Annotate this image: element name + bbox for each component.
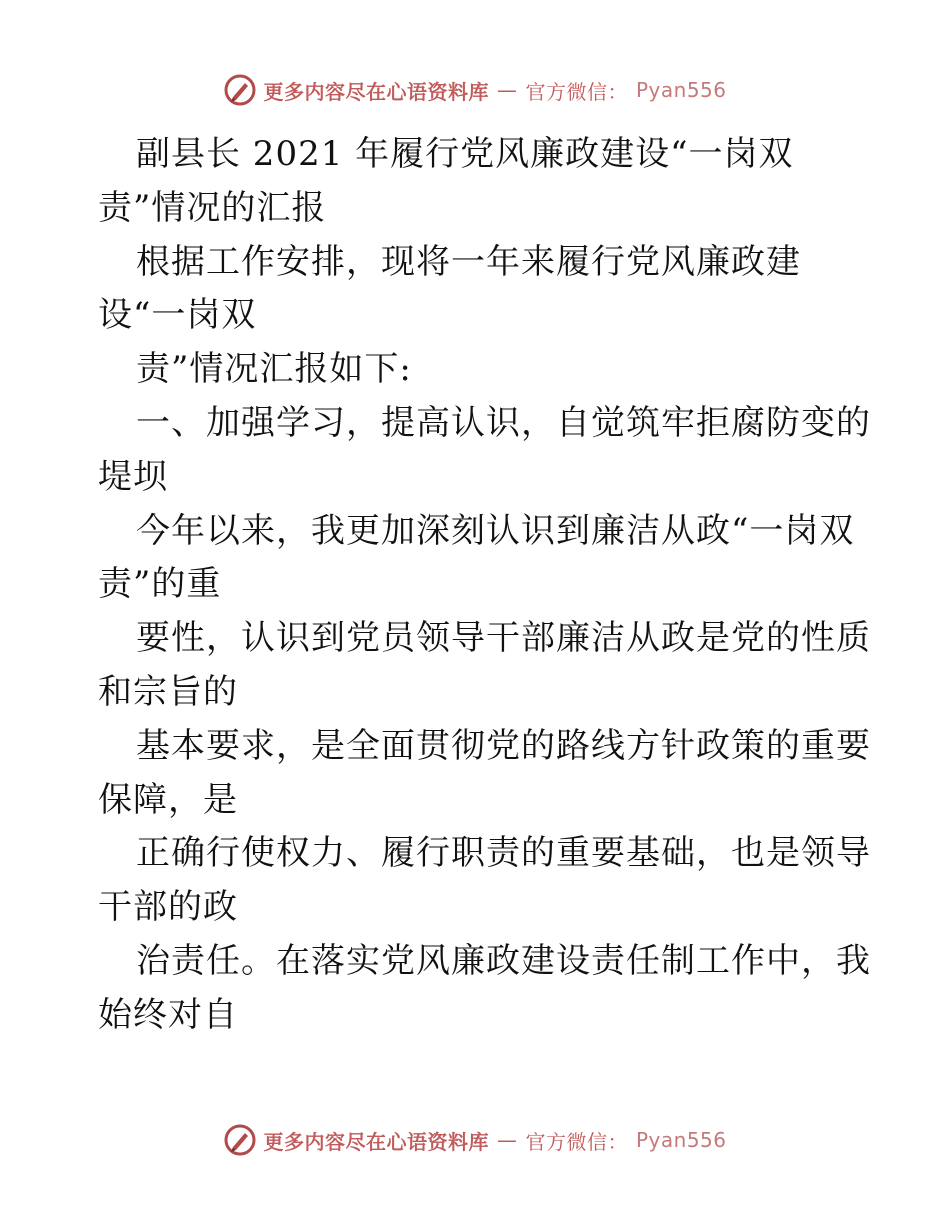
title-line-2: 责”情况的汇报 — [98, 187, 327, 228]
watermark-wechat-id: Pyan556 — [635, 78, 727, 102]
paragraph-line: 基本要求，是全面贯彻党的路线方针政策的重要 — [136, 725, 871, 766]
title-line-1: 副县长 2021 年履行党风廉政建设“一岗双 — [136, 134, 794, 174]
paragraph-line: 始终对自 — [98, 994, 238, 1035]
paragraph-line: 责”的重 — [98, 564, 222, 605]
paragraph-line: 和宗旨的 — [98, 671, 238, 712]
paragraph-line: 设“一岗双 — [98, 295, 257, 336]
paragraph-line: 保障，是 — [98, 779, 238, 820]
section-heading-line: 堤坝 — [98, 456, 168, 497]
pen-logo-icon — [223, 1123, 257, 1157]
watermark-text: 更多内容尽在心语资料库 — [263, 79, 489, 104]
footer-watermark — [0, 1120, 950, 1160]
paragraph-line: 责”情况汇报如下: — [136, 349, 412, 390]
pen-logo-icon — [223, 73, 257, 107]
paragraph-line: 正确行使权力、履行职责的重要基础，也是领导 — [136, 833, 871, 874]
document-body — [98, 128, 871, 1043]
paragraph-line: 治责任。在落实党风廉政建设责任制工作中，我 — [136, 940, 871, 981]
watermark-wechat-label: 官方微信： — [525, 1129, 628, 1154]
watermark-text: 更多内容尽在心语资料库 — [263, 1129, 489, 1154]
paragraph-line: 根据工作安排，现将一年来履行党风廉政建 — [136, 241, 801, 282]
watermark-wechat-label: 官方微信： — [525, 79, 628, 104]
watermark-dash: — — [496, 1128, 518, 1152]
watermark-dash: — — [496, 78, 518, 102]
paragraph-line: 今年以来，我更加深刻认识到廉洁从政“一岗双 — [136, 510, 855, 551]
paragraph-line: 要性，认识到党员领导干部廉洁从政是党的性质 — [136, 618, 871, 659]
watermark-wechat-id: Pyan556 — [635, 1128, 727, 1152]
header-watermark — [0, 70, 950, 110]
paragraph-line: 干部的政 — [98, 887, 238, 928]
section-heading-line: 一、加强学习，提高认识，自觉筑牢拒腐防变的 — [136, 402, 871, 443]
